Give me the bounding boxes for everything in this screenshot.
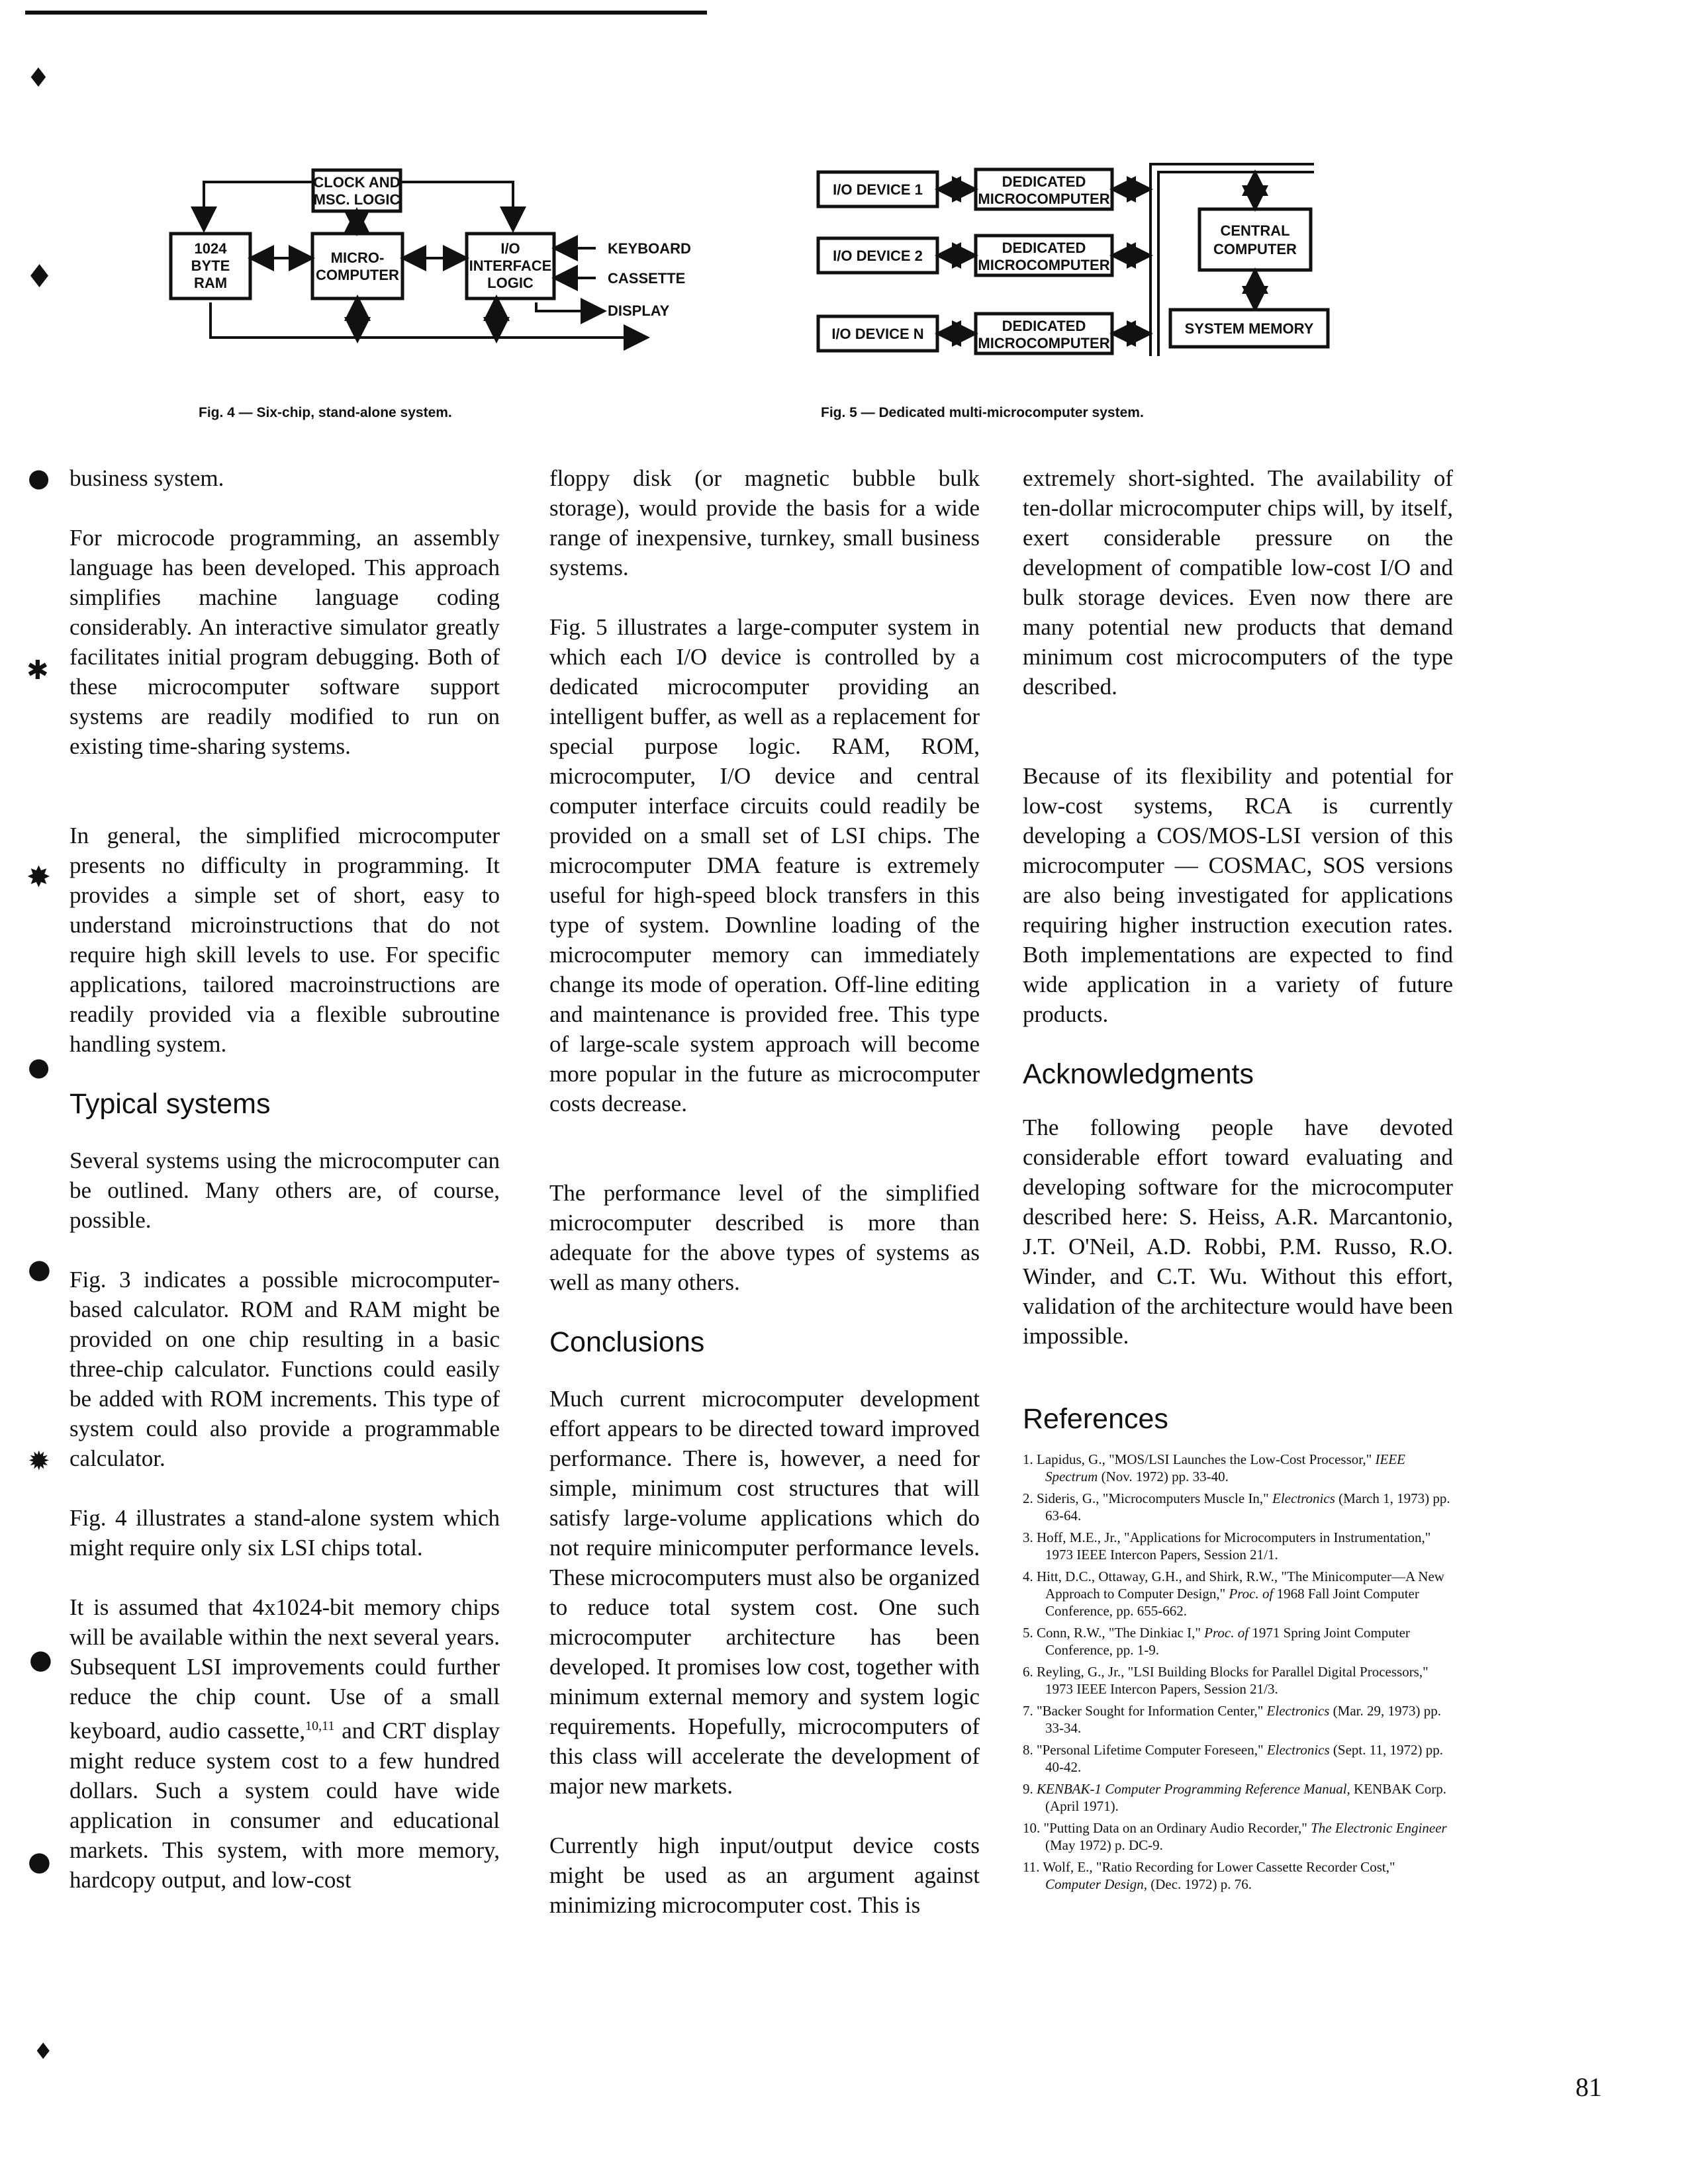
ref-num: 11.: [1023, 1859, 1040, 1875]
ref-text: Hoff, M.E., Jr., "Applications for Microcomputers in Instrumentation," 1973 IEEE Intercon Papers, Session 21/1.: [1037, 1529, 1431, 1563]
microcomputer-box: [312, 234, 402, 298]
ram-label-1: 1024: [194, 240, 227, 257]
io-device-2-label: I/O DEVICE 2: [833, 248, 923, 264]
top-rule: [25, 11, 707, 15]
ref-text: Sideris, G., "Microcomputers Muscle In,": [1037, 1490, 1273, 1506]
reference-item: [1023, 1741, 1453, 1776]
ref-text-end: (Sept. 11, 1972) pp. 40-42.: [1045, 1742, 1443, 1775]
cassette-label: CASSETTE: [608, 270, 686, 287]
reference-item: [1023, 1451, 1453, 1485]
ref-num: 1.: [1023, 1451, 1033, 1467]
figure-4-caption: Fig. 4 — Six-chip, stand-alone system.: [199, 405, 452, 420]
ref-num: 5.: [1023, 1625, 1033, 1641]
ref-num: 2.: [1023, 1490, 1033, 1506]
dedicated-1-label-2: MICROCOMPUTER: [978, 191, 1110, 207]
ref-text-end: (Mar. 29, 1973) pp. 33-34.: [1045, 1703, 1441, 1736]
section-heading-references: References: [1023, 1403, 1168, 1435]
ref-text-end: (Dec. 1972) p. 76.: [1147, 1876, 1252, 1892]
clock-label-1: CLOCK AND: [313, 174, 400, 191]
paragraph: Much current microcomputer development effort appears to be directed toward improved performance. There is, however, a need for simple, minimum cost structures that will satisfy large-volume applications which do not require minicomputer performance levels. These microcomputers must also be organized to reduce total system cost. One such microcomputer architecture has been developed. It promises low cost, together with minimum external memory and system logic requirements. Hopefully, microcomputers of this class will accelerate the development of major new markets.: [549, 1386, 980, 1799]
binder-hole-mark: ✱: [26, 655, 49, 686]
ref-source: Proc. of: [1204, 1625, 1249, 1641]
reference-item: [1023, 1858, 1453, 1893]
section-heading-conclusions: Conclusions: [549, 1326, 705, 1358]
paragraph: floppy disk (or magnetic bubble bulk storage), would provide the basis for a wide range of inexpensive, turnkey, small business systems.: [549, 465, 980, 580]
section-heading-acknowledgments: Acknowledgments: [1023, 1058, 1254, 1090]
ref-text-end: (Nov. 1972) pp. 33-40.: [1098, 1469, 1229, 1484]
paragraph: The performance level of the simplified microcomputer described is more than adequate for the above types of systems as well as many others.: [549, 1180, 980, 1295]
ref-text-end: 1971 Spring Joint Computer Conference, pp. 1-9.: [1045, 1625, 1410, 1658]
paragraph: Because of its flexibility and potential for low-cost systems, RCA is currently developing a COS/MOS-LSI version of this microcomputer — COSMAC, SOS versions are also being investigated for applications requiring higher instruction execution rates. Both implementations are expected to find wide application in a variety of future products.: [1023, 763, 1453, 1027]
ref-text: Reyling, G., Jr., "LSI Building Blocks for Parallel Digital Processors," 1973 IEEE Intercon Papers, Session 21/3.: [1037, 1664, 1429, 1697]
io-label-2: INTERFACE: [469, 257, 552, 274]
ref-text-end: KENBAK Corp. (April 1971).: [1045, 1781, 1447, 1814]
ref-text: "Personal Lifetime Computer Foreseen,": [1037, 1742, 1267, 1758]
paragraph: For microcode programming, an assembly language has been developed. This approach simplifies machine language coding considerably. An interactive simulator greatly facilitates initial program debugging. Both of these microcomputer software support systems are readily modified to run on existing time-sharing systems.: [70, 525, 500, 759]
paragraph: [70, 1592, 500, 1895]
ref-text: "Backer Sought for Information Center,": [1037, 1703, 1267, 1719]
micro-label-1: MICRO-: [330, 250, 385, 266]
ref-num: 9.: [1023, 1781, 1033, 1797]
dedicated-n-label-2: MICROCOMPUTER: [978, 335, 1110, 351]
reference-item: [1023, 1624, 1453, 1659]
ref-text-end: (May 1972) p. DC-9.: [1045, 1837, 1163, 1853]
ref-source: The Electronic Engineer: [1311, 1820, 1447, 1836]
binder-hole-mark: ●: [29, 1645, 52, 1675]
micro-label-2: COMPUTER: [316, 267, 399, 283]
reference-item: [1023, 1780, 1453, 1815]
central-computer-box: [1199, 209, 1311, 270]
ref-text: Conn, R.W., "The Dinkiac I,": [1037, 1625, 1205, 1641]
dedicated-n-label-1: DEDICATED: [1002, 318, 1086, 334]
binder-hole-mark: ♦: [33, 2038, 54, 2065]
paragraph-text: and CRT display might reduce system cost to a few hundred dollars. Such a system could have wide application in consumer and educational markets. This system, with more memory, hardcopy output, and low-cost: [70, 1717, 500, 1893]
central-label-2: COMPUTER: [1213, 241, 1297, 257]
ref-num: 4.: [1023, 1569, 1033, 1584]
reference-item: [1023, 1663, 1453, 1698]
binder-hole-mark: ♦: [25, 258, 54, 295]
paragraph: In general, the simplified microcomputer presents no difficulty in programming. It provides a simple set of short, easy to understand microinstructions that do not require high skill levels to use. For specific applications, tailored macroinstructions are readily provided via a flexible subroutine handling system.: [70, 823, 500, 1057]
ref-num: 3.: [1023, 1529, 1033, 1545]
ram-label-2: BYTE: [191, 257, 230, 274]
ref-source: Electronics: [1266, 1742, 1330, 1758]
references-list: [1023, 1451, 1453, 1893]
paragraph: Fig. 5 illustrates a large-computer system in which each I/O device is controlled by a dedicated microcomputer providing an intelligent buffer, as well as a replacement for special purpose logic. RAM, ROM, microcomputer, I/O device and central computer interface circuits could readily be provided on a small set of LSI chips. The microcomputer DMA feature is extremely useful for high-speed block transfers in this type of system. Downline loading of the microcomputer memory can immediately change its mode of operation. Off-line editing and maintenance is provided free. This type of large-scale system approach will become more popular in the future as microcomputer costs decrease.: [549, 614, 980, 1116]
ref-source: KENBAK-1 Computer Programming Reference Manual,: [1037, 1781, 1350, 1797]
ref-source: IEEE Spectrum: [1045, 1451, 1405, 1484]
section-heading-typical-systems: Typical systems: [70, 1088, 271, 1120]
ref-source: Electronics: [1272, 1490, 1335, 1506]
reference-item: [1023, 1568, 1453, 1619]
paragraph: Fig. 3 indicates a possible microcomputer-based calculator. ROM and RAM might be provided on one chip resulting in a basic three-chip calculator. Functions could easily be added with ROM increments. This type of system could also provide a programmable calculator.: [70, 1267, 500, 1471]
dedicated-2-label-1: DEDICATED: [1002, 240, 1086, 256]
paragraph: extremely short-sighted. The availability of ten-dollar microcomputer chips will, by itself, exert considerable pressure on the development of compatible low-cost I/O and bulk storage devices. Even now there are many potential new products that demand minimum cost microcomputers of the type described.: [1023, 465, 1453, 700]
paragraph: business system.: [70, 465, 224, 491]
reference-item: [1023, 1702, 1453, 1737]
io-device-1-label: I/O DEVICE 1: [833, 181, 923, 198]
system-memory-label: SYSTEM MEMORY: [1184, 320, 1314, 337]
binder-hole-mark: ●: [28, 1846, 51, 1877]
ref-text-end: (March 1, 1973) pp. 63-64.: [1045, 1490, 1450, 1524]
figure-5-diagram: [814, 158, 1344, 363]
column-1: [70, 463, 500, 1895]
keyboard-label: KEYBOARD: [608, 240, 691, 257]
reference-item: [1023, 1529, 1453, 1563]
binder-hole-mark: ✸: [26, 860, 51, 894]
binder-hole-mark: ●: [28, 463, 50, 492]
ref-text-end: 1968 Fall Joint Computer Conference, pp. 655-662.: [1045, 1586, 1419, 1619]
figure-4-diagram: [165, 162, 708, 354]
ref-text: Hitt, D.C., Ottaway, G.H., and Shirk, R.W., "The Minicomputer—A New Approach to Computer Design,": [1037, 1569, 1444, 1602]
binder-hole-mark: ●: [28, 1254, 51, 1285]
ref-source: Electronics: [1266, 1703, 1330, 1719]
ref-text: Lapidus, G., "MOS/LSI Launches the Low-Cost Processor,": [1037, 1451, 1376, 1467]
ref-num: 7.: [1023, 1703, 1033, 1719]
dedicated-1-label-1: DEDICATED: [1002, 173, 1086, 190]
paragraph: The following people have devoted considerable effort toward evaluating and developing software for the microcomputer described here: S. Heiss, A.R. Marcantonio, J.T. O'Neil, A.D. Robbi, P.M. Russo, R.O. Winder, and C.T. Wu. Without this effort, validation of the architecture would have been impossible.: [1023, 1115, 1453, 1349]
binder-hole-mark: ♦: [26, 63, 50, 93]
ref-text: Wolf, E., "Ratio Recording for Lower Cassette Recorder Cost,": [1043, 1859, 1395, 1875]
display-label: DISPLAY: [608, 302, 670, 319]
binder-hole-mark: ●: [28, 1052, 50, 1081]
binder-hole-mark: ✹: [28, 1446, 50, 1477]
column-2: [549, 463, 980, 1920]
figure-5-caption: Fig. 5 — Dedicated multi-microcomputer system.: [821, 405, 1144, 420]
clock-label-2: MSC. LOGIC: [313, 191, 400, 208]
reference-item: [1023, 1490, 1453, 1524]
citation-superscript: 10,11: [305, 1719, 335, 1733]
ref-num: 10.: [1023, 1820, 1041, 1836]
paragraph: Currently high input/output device costs might be used as an argument against minimizing microcomputer cost. This is: [549, 1833, 980, 1918]
paragraph: Fig. 4 illustrates a stand-alone system which might require only six LSI chips total.: [70, 1505, 500, 1561]
column-3: [1023, 463, 1453, 1897]
reference-item: [1023, 1819, 1453, 1854]
central-label-1: CENTRAL: [1220, 222, 1290, 239]
ref-source: Proc. of: [1229, 1586, 1274, 1602]
io-label-1: I/O: [500, 240, 520, 257]
io-device-n-label: I/O DEVICE N: [831, 326, 924, 342]
io-label-3: LOGIC: [487, 275, 534, 291]
dedicated-2-label-2: MICROCOMPUTER: [978, 257, 1110, 273]
ref-text: "Putting Data on an Ordinary Audio Recorder,": [1043, 1820, 1311, 1836]
ref-num: 6.: [1023, 1664, 1033, 1680]
paragraph: Several systems using the microcomputer can be outlined. Many others are, of course, possible.: [70, 1148, 500, 1233]
ref-source: Computer Design,: [1045, 1876, 1147, 1892]
ref-num: 8.: [1023, 1742, 1033, 1758]
ram-label-3: RAM: [193, 275, 228, 291]
page-number: 81: [1575, 2072, 1602, 2102]
paragraph-text: It is assumed that 4x1024-bit memory chips will be available within the next several years. Subsequent LSI improvements could further reduce the chip count. Use of a small keyboard, audio cassette,: [70, 1594, 500, 1744]
